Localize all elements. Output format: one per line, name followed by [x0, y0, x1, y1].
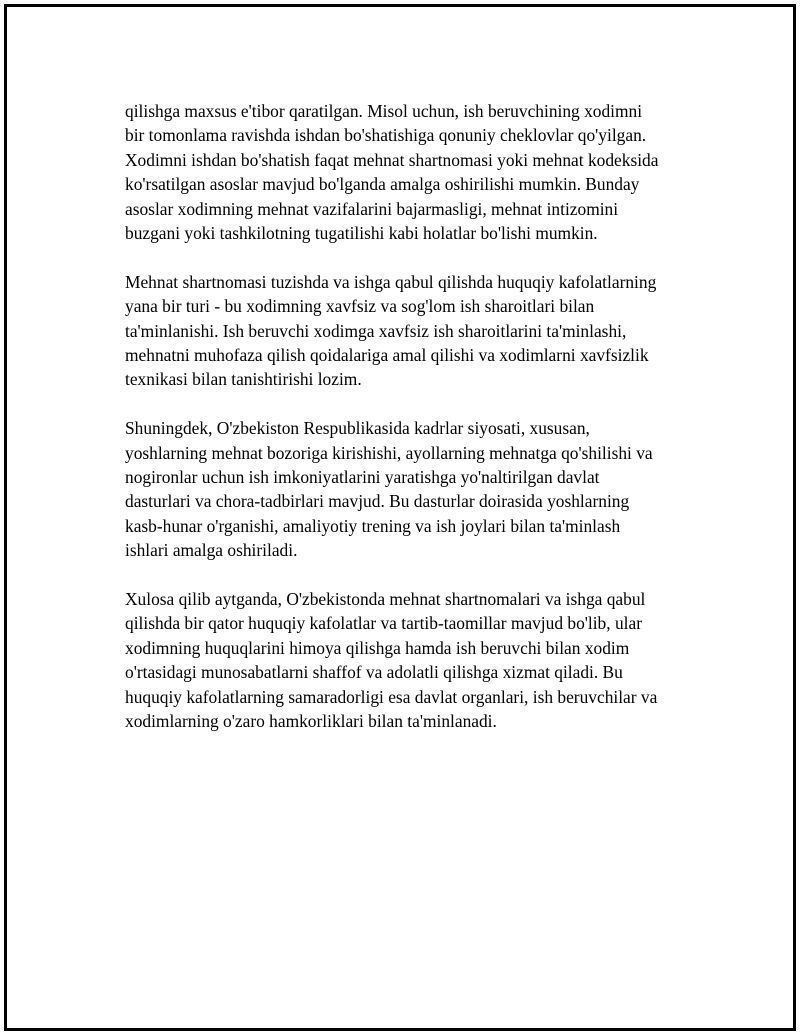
paragraph-3: Shuningdek, O'zbekiston Respublikasida kadrlar siyosati, xususan, yoshlarning mehnat bozoriga kirishishi, ayollarning mehnatga qo'shilishi va nogironlar uchun ish imkoniyatlarini yaratishga yo'naltirilgan davlat dasturlari va chora-tadbirlari mavjud. Bu dasturlar doirasida yoshlarning kasb-hunar o'rganishi, amaliyotiy trening va ish joylari bilan ta'minlash ishlari amalga oshiriladi.: [125, 418, 653, 561]
paragraph-4: Xulosa qilib aytganda, O'zbekistonda mehnat shartnomalari va ishga qabul qilishda bir qator huquqiy kafolatlar va tartib-taomillar mavjud bo'lib, ular xodimning huquqlarini himoya qilishga hamda ish beruvchi bilan xodim o'rtasidagi munosabatlarni shaffof va adolatli qilishga xizmat qiladi. Bu huquqiy kafolatlarning samaradorligi esa davlat organlari, ish beruvchilar va xodimlarning o'zaro hamkorliklari bilan ta'minlanadi.: [125, 589, 658, 732]
document-body: [125, 99, 715, 758]
paragraph-1: qilishga maxsus e'tibor qaratilgan. Misol uchun, ish beruvchining xodimni bir tomonlama ravishda ishdan bo'shatishiga qonuniy cheklovlar qo'yilgan. Xodimni ishdan bo'shatish faqat mehnat shartnomasi yoki mehnat kodeksida ko'rsatilgan asoslar mavjud bo'lganda amalga oshirilishi mumkin. Bunday asoslar xodimning mehnat vazifalarini bajarmasligi, mehnat intizomini buzgani yoki tashkilotning tugatilishi kabi holatlar bo'lishi mumkin.: [125, 101, 659, 244]
paragraph-2: Mehnat shartnomasi tuzishda va ishga qabul qilishda huquqiy kafolatlarning yana bir turi - bu xodimning xavfsiz va sog'lom ish sharoitlari bilan ta'minlanishi. Ish beruvchi xodimga xavfsiz ish sharoitlarini ta'minlashi, mehnatni muhofaza qilish qoidalariga amal qilishi va xodimlarni xavfsizlik texnikasi bilan tanishtirishi lozim.: [125, 271, 657, 390]
page-frame: [4, 4, 796, 1031]
